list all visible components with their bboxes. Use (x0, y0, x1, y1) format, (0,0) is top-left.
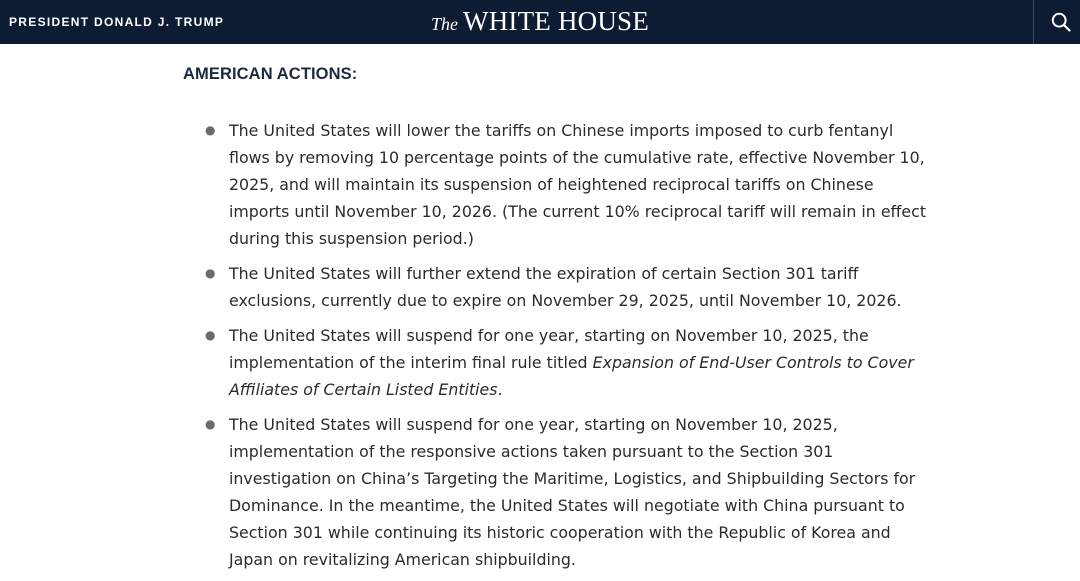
text-line: The United States will suspend for one year, starting on November 10, 2025, the (229, 326, 869, 345)
text-segment: . (497, 380, 503, 399)
list-item (183, 260, 923, 314)
bullet-icon: ● (205, 266, 216, 280)
text-line: Dominance. In the meantime, the United States will negotiate with China pursuant to (229, 496, 905, 515)
text-line: The United States will lower the tariffs on Chinese imports imposed to curb fentanyl (229, 121, 894, 140)
section-title: AMERICAN ACTIONS: (183, 65, 358, 83)
text-line (229, 376, 923, 403)
text-line: Section 301 while continuing its historic cooperation with the Republic of Korea and (229, 523, 891, 542)
search-icon (1051, 12, 1071, 32)
list-item (183, 411, 923, 573)
text-line: during this suspension period.) (229, 229, 474, 248)
logo-the: The (431, 14, 459, 34)
rule-title-italic: Affiliates of Certain Listed Entities (229, 380, 498, 399)
list-item (183, 117, 927, 252)
text-line: flows by removing 10 percentage points of the cumulative rate, effective November 10, (229, 148, 925, 167)
search-button[interactable] (1033, 0, 1080, 44)
text-line: The United States will suspend for one year, starting on November 10, 2025, (229, 415, 838, 434)
bullet-icon: ● (205, 123, 216, 137)
text-line: 2025, and will maintain its suspension of heightened reciprocal tariffs on Chinese (229, 175, 874, 194)
text-line (229, 349, 923, 376)
text-line: The United States will further extend the expiration of certain Section 301 tariff (229, 264, 859, 283)
president-label[interactable]: PRESIDENT DONALD J. TRUMP (9, 15, 225, 29)
text-line: Japan on revitalizing American shipbuilding. (229, 550, 576, 569)
logo-name: WHITE HOUSE (463, 6, 649, 36)
bullet-icon: ● (205, 417, 216, 431)
text-line: investigation on China’s Targeting the Maritime, Logistics, and Shipbuilding Sectors for (229, 469, 916, 488)
rule-title-italic: Expansion of End-User Controls to Cover (592, 353, 914, 372)
text-line: implementation of the responsive actions taken pursuant to the Section 301 (229, 442, 834, 461)
bullet-icon: ● (205, 328, 216, 342)
text-line: exclusions, currently due to expire on November 29, 2025, until November 10, 2026. (229, 291, 902, 310)
article-content (183, 64, 927, 569)
text-segment: implementation of the interim final rule titled (229, 353, 593, 372)
white-house-logo[interactable] (0, 5, 1080, 42)
list-item (183, 322, 923, 403)
site-header (0, 0, 1080, 44)
actions-list (183, 117, 927, 581)
text-line: imports until November 10, 2026. (The current 10% reciprocal tariff will remain in effect (229, 202, 927, 221)
